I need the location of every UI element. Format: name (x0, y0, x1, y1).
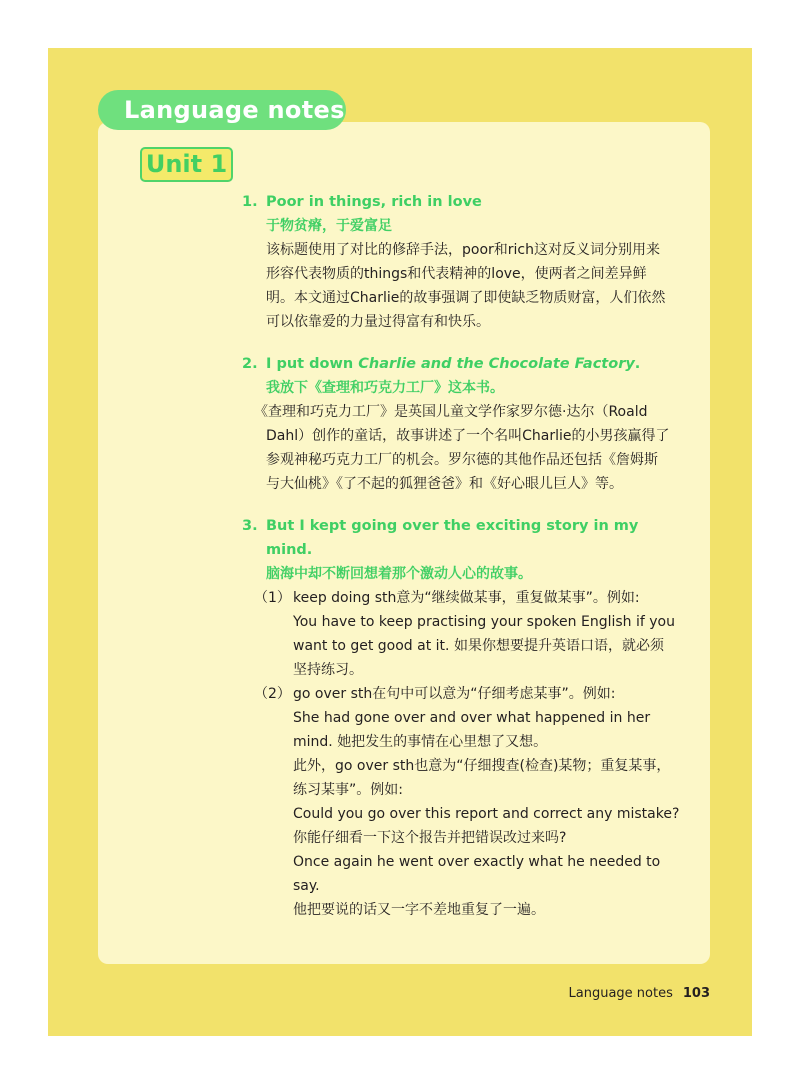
footer-section-label: Language notes (568, 986, 673, 1001)
body-line: 参观神秘巧克力工厂的机会。罗尔德的其他作品还包括《詹姆斯 (266, 452, 658, 468)
sub-point-examples (242, 706, 682, 922)
note-title-text (266, 352, 640, 376)
sub-point-2 (242, 682, 682, 706)
note-title-translation: 我放下《查理和巧克力工厂》这本书。 (266, 380, 504, 396)
sub-point-lead: go over sth在句中可以意为“仔细考虑某事”。例如: (293, 686, 616, 702)
note-title (242, 514, 682, 562)
title-suffix: . (634, 356, 641, 372)
body-line-first: 《查理和巧克力工厂》是英国儿童文学作家罗尔德·达尔（Roald (254, 404, 648, 420)
example-line: mind. 她把发生的事情在心里想了又想。 (293, 734, 548, 750)
title-prefix: I put down (266, 356, 359, 372)
example-line: want to get good at it. 如果你想要提升英语口语，就必须 (293, 638, 664, 654)
sub-point-1 (242, 586, 682, 610)
body-line: Dahl）创作的童话，故事讲述了一个名叫Charlie的小男孩赢得了 (266, 428, 670, 444)
note-title-text: Poor in things, rich in love (266, 194, 482, 210)
note-title-translation: 脑海中却不断回想着那个激动人心的故事。 (266, 566, 532, 582)
example-line: 你能仔细看一下这个报告并把错误改过来吗? (293, 830, 567, 846)
example-line: You have to keep practising your spoken English if you (293, 614, 675, 630)
example-line: 练习某事”。例如: (293, 782, 403, 798)
page-footer (569, 985, 711, 1003)
note-title-translation: 于物贫瘠，于爱富足 (266, 218, 392, 234)
sub-point-number: （2） (254, 686, 291, 702)
body-line: 该标题使用了对比的修辞手法，poor和rich这对反义词分别用来 (266, 242, 660, 258)
section-tab: Language notes (98, 90, 346, 130)
note-1 (242, 190, 682, 334)
note-title (242, 190, 682, 214)
note-number: 1. (242, 194, 258, 210)
page-number: 103 (682, 986, 710, 1001)
note-body (242, 424, 682, 496)
body-line: 明。本文通过Charlie的故事强调了即使缺乏物质财富，人们依然 (266, 290, 666, 306)
note-3 (242, 514, 682, 922)
body-line: 形容代表物质的things和代表精神的love，使两者之间差异鲜 (266, 266, 647, 282)
note-title-text: But I kept going over the exciting story in my mind. (266, 518, 639, 558)
example-line: Could you go over this report and correct any mistake? (293, 806, 680, 822)
note-number: 2. (242, 356, 258, 372)
note-2 (242, 352, 682, 496)
example-line: Once again he went over exactly what he needed to say. (293, 854, 661, 894)
note-body (242, 238, 682, 334)
body-line: 与大仙桃》《了不起的狐狸爸爸》和《好心眼儿巨人》等。 (266, 476, 623, 492)
body-line: 可以依靠爱的力量过得富有和快乐。 (266, 314, 490, 330)
example-line: 他把要说的话又一字不差地重复了一遍。 (293, 902, 545, 918)
note-title (242, 352, 682, 376)
book-title: Charlie and the Chocolate Factory (358, 356, 635, 372)
example-line: 坚持练习。 (293, 662, 363, 678)
notes-content (242, 190, 682, 940)
unit-heading: Unit 1 (140, 147, 233, 182)
sub-point-examples (242, 610, 682, 682)
note-number: 3. (242, 518, 258, 534)
example-line: She had gone over and over what happened in her (293, 710, 651, 726)
sub-point-lead: keep doing sth意为“继续做某事，重复做某事”。例如: (293, 590, 640, 606)
example-line: 此外，go over sth也意为“仔细搜查(检查)某物；重复某事， (293, 758, 671, 774)
sub-point-number: （1） (254, 590, 291, 606)
